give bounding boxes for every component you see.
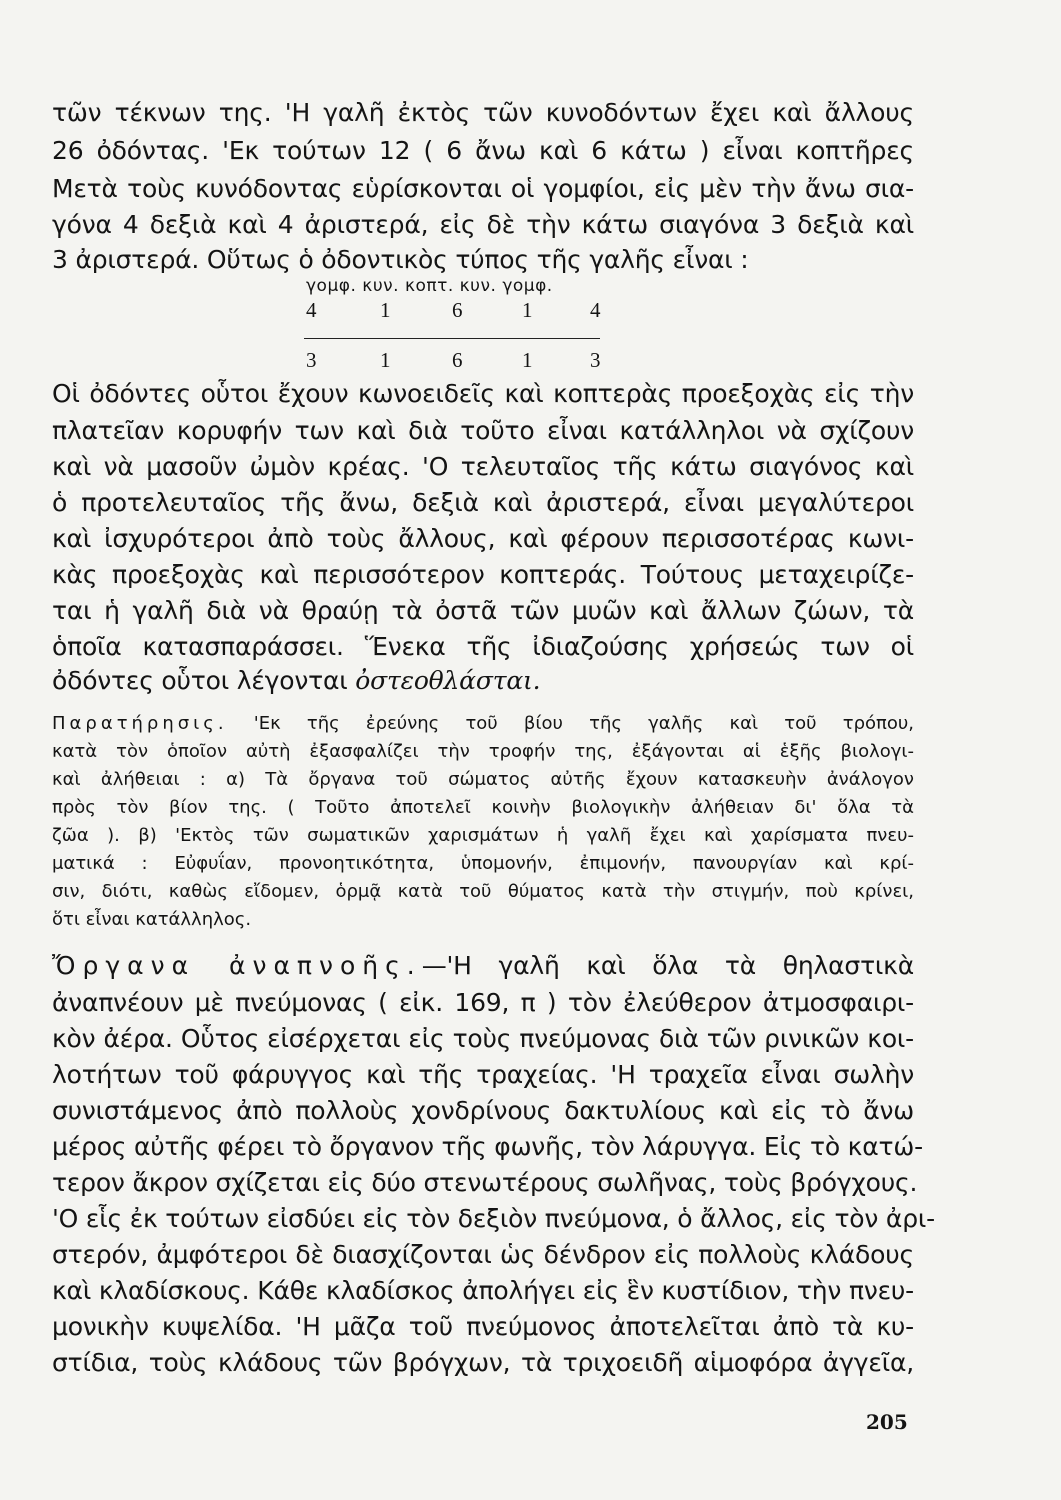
formula-lower-canine-left: 1 bbox=[380, 348, 391, 372]
text-line: καὶ κλαδίσκους. Κάθε κλαδίσκος ἀπολήγει εἰς ἓν κυστίδιον, τὴν πνευ- bbox=[52, 1276, 914, 1305]
dental-formula bbox=[290, 276, 650, 376]
formula-upper-molars-left: 4 bbox=[306, 298, 317, 322]
text-line: στερόν, ἀμφότεροι δὲ διασχίζονται ὡς δένδρον εἰς πολλοὺς κλάδους bbox=[52, 1240, 914, 1269]
text-line: ὁποῖα κατασπαράσσει. Ἕνεκα τῆς ἰδιαζούσης χρήσεώς των οἱ bbox=[52, 632, 914, 661]
text-line: γόνα 4 δεξιὰ καὶ 4 ἀριστερά, εἰς δὲ τὴν κάτω σιαγόνα 3 δεξιὰ καὶ bbox=[52, 210, 914, 239]
text-line: 3 ἀριστερά. Οὕτως ὁ ὀδοντικὸς τύπος τῆς γαλῆς εἶναι : bbox=[52, 245, 749, 274]
text-span: ὀδόντες οὗτοι λέγονται bbox=[52, 666, 348, 695]
text-line: ὁ προτελευταῖος τῆς ἄνω, δεξιὰ καὶ ἀριστερά, εἶναι μεγαλύτεροι bbox=[52, 488, 914, 517]
text-line: τερον ἄκρον σχίζεται εἰς δύο στενωτέρους σωλῆνας, τοὺς βρόγχους. bbox=[52, 1168, 918, 1197]
note-line: καὶ ἀλήθειαι : α) Τὰ ὄργανα τοῦ σώματος αὐτῆς ἔχουν κατασκευὴν ἀνάλογον bbox=[52, 769, 914, 790]
note-line: κατὰ τὸν ὁποῖον αὐτὴ ἐξασφαλίζει τὴν τροφήν της, ἐξάγονται αἱ ἑξῆς βιολογι- bbox=[52, 741, 914, 762]
formula-upper-canine-right: 1 bbox=[522, 298, 533, 322]
formula-upper-canine-left: 1 bbox=[380, 298, 391, 322]
text-span: 'Εκ τῆς ἐρεύνης τοῦ βίου τῆς γαλῆς καὶ τοῦ τρόπου, bbox=[227, 713, 914, 734]
formula-upper-incisors: 6 bbox=[452, 298, 463, 322]
formula-lower-incisors: 6 bbox=[452, 348, 463, 372]
text-line: λοτήτων τοῦ φάρυγγος καὶ τῆς τραχείας. 'Η τραχεῖα εἶναι σωλὴν bbox=[52, 1060, 914, 1089]
text-line: Οἱ ὀδόντες οὗτοι ἔχουν κωνοειδεῖς καὶ κοπτερὰς προεξοχὰς εἰς τὴν bbox=[52, 379, 914, 408]
formula-lower-molars-right: 3 bbox=[590, 348, 601, 372]
formula-upper-molars-right: 4 bbox=[590, 298, 601, 322]
formula-lower-row bbox=[290, 348, 650, 376]
text-line: κὰς προεξοχὰς καὶ περισσότερον κοπτεράς. Τούτους μεταχειρίζε- bbox=[52, 560, 914, 589]
note-line: σιν, διότι, καθὼς εἴδομεν, ὁρμᾷ κατὰ τοῦ θύματος κατὰ τὴν στιγμήν, ποὺ κρίνει, bbox=[52, 881, 914, 902]
text-line: Μετὰ τοὺς κυνόδοντας εὑρίσκονται οἱ γομφίοι, εἰς μὲν τὴν ἄνω σια- bbox=[52, 174, 914, 203]
text-line: στίδια, τοὺς κλάδους τῶν βρόγχων, τὰ τριχοειδῆ αἱμοφόρα ἀγγεῖα, bbox=[52, 1348, 914, 1377]
formula-upper-row bbox=[290, 298, 650, 326]
text-line: πλατεῖαν κορυφήν των καὶ διὰ τοῦτο εἶναι κατάλληλοι νὰ σχίζουν bbox=[52, 416, 914, 445]
text-line: μέρος αὐτῆς φέρει τὸ ὄργανον τῆς φωνῆς, τὸν λάρυγγα. Εἰς τὸ κατώ- bbox=[52, 1132, 923, 1161]
formula-lower-canine-right: 1 bbox=[522, 348, 533, 372]
formula-labels: γομφ. κυν. κοπτ. κυν. γομφ. bbox=[306, 276, 553, 296]
text-line: ἀναπνέουν μὲ πνεύμονας ( εἰκ. 169, π ) τὸν ἐλεύθερον ἀτμοσφαιρι- bbox=[52, 988, 914, 1017]
italic-term: ὀστεοθλάσται. bbox=[355, 666, 541, 695]
note-line: πρὸς τὸν βίον της. ( Τοῦτο ἀποτελεῖ κοινὴν βιολογικὴν ἀλήθειαν δι' ὅλα τὰ bbox=[52, 797, 914, 818]
note-line: ζῶα ). β) 'Εκτὸς τῶν σωματικῶν χαρισμάτων ἡ γαλῆ ἔχει καὶ χαρίσματα πνευ- bbox=[52, 825, 914, 846]
text-line: καὶ νὰ μασοῦν ὠμὸν κρέας. 'Ο τελευταῖος τῆς κάτω σιαγόνος καὶ bbox=[52, 452, 914, 481]
text-line: 26 ὀδόντας. 'Εκ τούτων 12 ( 6 ἄνω καὶ 6 κάτω ) εἶναι κοπτῆρες bbox=[52, 136, 914, 165]
note-heading: Παρατήρησις. bbox=[52, 713, 228, 734]
formula-lower-molars-left: 3 bbox=[306, 348, 317, 372]
fraction-bar bbox=[304, 338, 600, 339]
text-line bbox=[52, 951, 914, 981]
text-line: κὸν ἀέρα. Οὗτος εἰσέρχεται εἰς τοὺς πνεύμονας διὰ τῶν ρινικῶν κοι- bbox=[52, 1024, 914, 1053]
text-line bbox=[52, 666, 914, 696]
text-line: συνιστάμενος ἀπὸ πολλοὺς χονδρίνους δακτυλίους καὶ εἰς τὸ ἄνω bbox=[52, 1096, 914, 1125]
text-span: —'Η γαλῆ καὶ ὅλα τὰ θηλαστικὰ bbox=[421, 951, 914, 980]
section-heading: Ὄργανα ἀναπνοῆς. bbox=[52, 951, 422, 980]
text-line: 'Ο εἷς ἐκ τούτων εἰσδύει εἰς τὸν δεξιὸν πνεύμονα, ὁ ἄλλος, εἰς τὸν ἀρι- bbox=[52, 1204, 935, 1233]
page-number: 205 bbox=[866, 1410, 908, 1434]
note-line: ματικά : Εὐφυΐαν, προνοητικότητα, ὑπομονήν, ἐπιμονήν, πανουργίαν καὶ κρί- bbox=[52, 853, 914, 874]
text-line: καὶ ἰσχυρότεροι ἀπὸ τοὺς ἄλλους, καὶ φέρουν περισσοτέρας κωνι- bbox=[52, 524, 914, 553]
text-line: μονικὴν κυψελίδα. 'Η μᾶζα τοῦ πνεύμονος ἀποτελεῖται ἀπὸ τὰ κυ- bbox=[52, 1312, 914, 1341]
note-line: ὅτι εἶναι κατάλληλος. bbox=[52, 909, 252, 930]
text-line: τῶν τέκνων της. 'Η γαλῆ ἐκτὸς τῶν κυνοδόντων ἔχει καὶ ἄλλους bbox=[52, 98, 914, 127]
note-line bbox=[52, 712, 914, 736]
text-line: ται ἡ γαλῆ διὰ νὰ θραύῃ τὰ ὀστᾶ τῶν μυῶν καὶ ἄλλων ζώων, τὰ bbox=[52, 596, 914, 625]
